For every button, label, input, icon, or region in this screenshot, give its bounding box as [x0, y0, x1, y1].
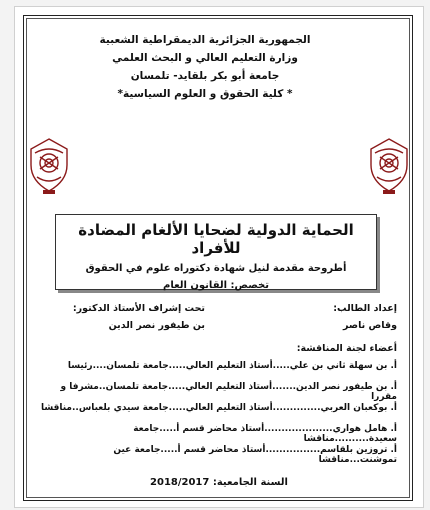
header-ministry: وزارة التعليم العالي و البحث العلمي	[112, 52, 298, 64]
document-page	[14, 6, 424, 508]
committee-member: أ. هامل هواري....................أستاذ محاضر قسم أ.....جامعة سعيدة..........مناقشا	[133, 424, 397, 444]
header-university: جامعة أبو بكر بلقايد- تلمسان	[130, 70, 280, 82]
supervisor-label: تحت إشراف الأستاذ الدكتور:	[72, 303, 205, 314]
committee-member: أ. تروزين بلقاسم................أستاذ محاضر قسم أ.....جامعة عين تموشنت...مناقشا	[113, 445, 397, 465]
committee-member: أ. بوكعبان العربي..............أستاذ التعليم العالي.....جامعة سيدي بلعباس..مناقشا	[40, 403, 397, 413]
thesis-specialty: تخصص: القانون العام	[162, 280, 270, 291]
title-box	[55, 214, 377, 290]
supervisor-name: بن طيفور نصر الدين	[108, 320, 205, 331]
committee-label: أعضاء لجنة المناقشة:	[296, 343, 397, 354]
university-emblem-icon	[367, 135, 411, 195]
student-label: إعداد الطالب:	[333, 303, 397, 314]
header-faculty: * كلية الحقوق و العلوم السياسية*	[117, 88, 293, 100]
academic-year: السنة الجامعية: 2018/2017	[150, 477, 288, 488]
student-name: وقاص ناصر	[342, 320, 397, 331]
committee-member: أ. بن سهلة ثاني بن علي.....أستاذ التعليم العالي.....جامعة تلمسان....رئيسا	[67, 361, 397, 371]
thesis-subtitle: أطروحة مقدمة لنيل شهادة دكتوراه علوم في الحقوق	[85, 263, 347, 274]
university-emblem-icon	[27, 135, 71, 195]
header-republic: الجمهورية الجزائرية الديمقراطية الشعبية	[99, 34, 311, 46]
thesis-title: الحماية الدولية لضحايا الألغام المضادة للأفراد	[78, 221, 354, 257]
committee-member: أ. بن طيفور نصر الدين.......أستاذ التعليم العالي.....جامعة تلمسان..مشرفا و مقررا	[60, 382, 397, 402]
